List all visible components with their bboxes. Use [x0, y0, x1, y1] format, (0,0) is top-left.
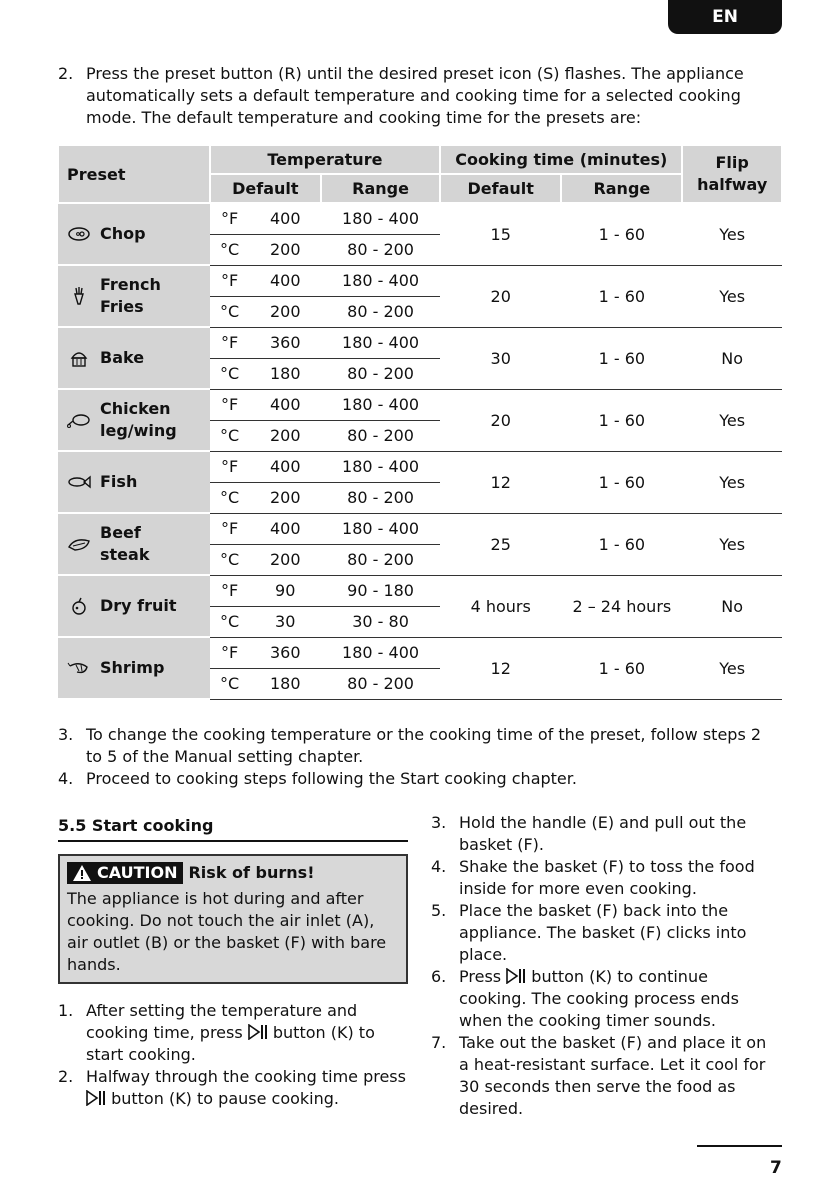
bake-icon — [58, 349, 100, 367]
unit-f: °F — [210, 637, 250, 668]
caution-title: Risk of burns! — [188, 863, 315, 882]
preset-name: Bake — [100, 348, 145, 367]
table-row — [58, 203, 782, 234]
temp-default-c: 200 — [249, 482, 321, 513]
warning-icon — [73, 865, 91, 881]
step-number: 3. — [58, 725, 74, 744]
step-text: Proceed to cooking steps following the Start cooking chapter. — [86, 769, 577, 788]
time-range: 1 - 60 — [561, 327, 682, 389]
preset-name-cell — [58, 637, 210, 699]
temp-range-c: 80 - 200 — [321, 544, 440, 575]
unit-f: °F — [210, 265, 250, 296]
step-number: 4. — [58, 769, 74, 788]
temp-default-c: 200 — [249, 420, 321, 451]
temp-range-f: 180 - 400 — [321, 265, 440, 296]
step-number: 4. — [431, 857, 447, 876]
temp-range-c: 80 - 200 — [321, 234, 440, 265]
unit-c: °C — [210, 668, 250, 699]
caution-text: The appliance is hot during and after cooking. Do not touch the air inlet (A), air outlet (B) or the basket (F) with bare hands. — [67, 889, 387, 974]
time-default: 20 — [440, 389, 561, 451]
unit-f: °F — [210, 203, 250, 234]
temp-range-c: 80 - 200 — [321, 668, 440, 699]
table-row — [58, 513, 782, 544]
beef-steak-icon — [58, 535, 100, 553]
time-default: 12 — [440, 637, 561, 699]
temp-default-f: 400 — [249, 389, 321, 420]
table-row — [58, 575, 782, 606]
list-item — [431, 812, 776, 856]
temp-default-c: 180 — [249, 358, 321, 389]
dry-fruit-icon — [58, 597, 100, 615]
temp-default-f: 90 — [249, 575, 321, 606]
header-flip: Flip halfway — [682, 145, 782, 203]
time-range: 1 - 60 — [561, 389, 682, 451]
step-text-before: After setting the temperature and cooking time, press — [86, 1001, 358, 1042]
section-heading: 5.5 Start cooking — [58, 815, 408, 842]
temp-default-f: 360 — [249, 637, 321, 668]
step-number: 2. — [58, 64, 74, 83]
flip-halfway: Yes — [682, 513, 782, 575]
list-item — [431, 856, 776, 900]
flip-halfway: No — [682, 327, 782, 389]
flip-halfway: No — [682, 575, 782, 637]
step-text: To change the cooking temperature or the cooking time of the preset, follow steps 2 to 5 of the Manual setting chapter. — [86, 725, 762, 766]
step-text-after: button (K) to continue cooking. The cooking process ends when the cooking timer sounds. — [459, 967, 739, 1030]
step-text-after: button (K) to pause cooking. — [106, 1089, 339, 1108]
preset-name-cell — [58, 203, 210, 265]
preset-name: Chicken leg/wing — [100, 399, 177, 440]
time-range: 1 - 60 — [561, 451, 682, 513]
unit-c: °C — [210, 482, 250, 513]
footer-divider — [697, 1145, 782, 1147]
play-pause-icon — [248, 1024, 268, 1040]
header-preset: Preset — [58, 145, 210, 203]
flip-halfway: Yes — [682, 389, 782, 451]
preset-name: Beef steak — [100, 523, 150, 564]
unit-c: °C — [210, 606, 250, 637]
french-fries-icon — [58, 287, 100, 305]
unit-f: °F — [210, 389, 250, 420]
temp-range-c: 80 - 200 — [321, 420, 440, 451]
table-row — [58, 451, 782, 482]
temp-range-f: 180 - 400 — [321, 203, 440, 234]
temp-default-c: 180 — [249, 668, 321, 699]
temp-default-f: 400 — [249, 513, 321, 544]
chicken-leg-icon — [58, 411, 100, 429]
step-text-after: button (K) to start cooking. — [86, 1023, 375, 1064]
step-text-before: Press — [459, 967, 507, 986]
temp-range-c: 80 - 200 — [321, 358, 440, 389]
flip-halfway: Yes — [682, 203, 782, 265]
caution-label: CAUTION — [97, 863, 178, 882]
unit-c: °C — [210, 296, 250, 327]
time-default: 25 — [440, 513, 561, 575]
preset-name: Shrimp — [100, 658, 165, 677]
time-default: 4 hours — [440, 575, 561, 637]
unit-c: °C — [210, 234, 250, 265]
preset-name: Dry fruit — [100, 596, 177, 615]
header-temperature: Temperature — [210, 145, 440, 174]
step-number: 3. — [431, 813, 447, 832]
time-range: 1 - 60 — [561, 637, 682, 699]
fish-icon — [58, 473, 100, 491]
left-step-list — [58, 1000, 408, 1110]
time-default: 30 — [440, 327, 561, 389]
temp-default-c: 200 — [249, 544, 321, 575]
unit-c: °C — [210, 544, 250, 575]
step-text: Place the basket (F) back into the appliance. The basket (F) clicks into place. — [459, 901, 747, 964]
time-default: 12 — [440, 451, 561, 513]
intro-step — [58, 63, 758, 129]
preset-name-cell — [58, 327, 210, 389]
unit-f: °F — [210, 575, 250, 606]
table-row — [58, 637, 782, 668]
step-text: Hold the handle (E) and pull out the basket (F). — [459, 813, 747, 854]
unit-f: °F — [210, 513, 250, 544]
step-text: Press the preset button (R) until the desired preset icon (S) flashes. The appliance automatically sets a default temperature and cooking time for a selected cooking mode. The default temperature and cooking time for the presets are: — [86, 64, 744, 127]
temp-range-f: 180 - 400 — [321, 451, 440, 482]
preset-name-cell — [58, 513, 210, 575]
header-time-range: Range — [561, 174, 682, 203]
temp-range-f: 180 - 400 — [321, 389, 440, 420]
unit-c: °C — [210, 358, 250, 389]
time-range: 1 - 60 — [561, 265, 682, 327]
list-item — [58, 768, 778, 790]
temp-range-f: 90 - 180 — [321, 575, 440, 606]
temp-default-f: 400 — [249, 265, 321, 296]
page-number: 7 — [770, 1158, 782, 1178]
preset-name: French Fries — [100, 275, 161, 316]
preset-name-cell — [58, 265, 210, 327]
header-temp-range: Range — [321, 174, 440, 203]
list-item — [58, 1000, 408, 1066]
flip-halfway: Yes — [682, 637, 782, 699]
step-text-before: Halfway through the cooking time press — [86, 1067, 406, 1086]
list-item — [431, 966, 776, 1032]
language-tab: EN — [668, 0, 782, 34]
caution-badge — [67, 862, 183, 884]
preset-name-cell — [58, 451, 210, 513]
caution-box — [58, 854, 408, 984]
preset-name: Chop — [100, 224, 146, 243]
time-default: 20 — [440, 265, 561, 327]
header-time-default: Default — [440, 174, 561, 203]
preset-name-cell — [58, 389, 210, 451]
header-cooking-time: Cooking time (minutes) — [440, 145, 682, 174]
after-table-steps — [58, 724, 778, 790]
right-step-list — [431, 812, 776, 1120]
step-number: 7. — [431, 1033, 447, 1052]
step-number: 6. — [431, 967, 447, 986]
chop-icon — [58, 225, 100, 243]
temp-default-c: 200 — [249, 234, 321, 265]
temp-default-f: 400 — [249, 451, 321, 482]
preset-name-cell — [58, 575, 210, 637]
step-text: Shake the basket (F) to toss the food inside for more even cooking. — [459, 857, 755, 898]
list-item — [58, 1066, 408, 1110]
temp-default-c: 30 — [249, 606, 321, 637]
temp-range-c: 80 - 200 — [321, 296, 440, 327]
temp-range-f: 180 - 400 — [321, 513, 440, 544]
preset-table — [57, 144, 783, 700]
unit-f: °F — [210, 327, 250, 358]
temp-range-f: 180 - 400 — [321, 327, 440, 358]
step-number: 2. — [58, 1067, 74, 1086]
play-pause-icon — [506, 968, 526, 984]
unit-c: °C — [210, 420, 250, 451]
list-item — [58, 724, 778, 768]
temp-default-f: 360 — [249, 327, 321, 358]
preset-name: Fish — [100, 472, 138, 491]
unit-f: °F — [210, 451, 250, 482]
list-item — [431, 1032, 776, 1120]
table-row — [58, 389, 782, 420]
time-range: 1 - 60 — [561, 203, 682, 265]
time-range: 1 - 60 — [561, 513, 682, 575]
list-item — [431, 900, 776, 966]
temp-range-c: 30 - 80 — [321, 606, 440, 637]
table-row — [58, 265, 782, 296]
temp-default-f: 400 — [249, 203, 321, 234]
temp-range-f: 180 - 400 — [321, 637, 440, 668]
flip-halfway: Yes — [682, 451, 782, 513]
time-default: 15 — [440, 203, 561, 265]
step-number: 1. — [58, 1001, 74, 1020]
temp-default-c: 200 — [249, 296, 321, 327]
time-range: 2 – 24 hours — [561, 575, 682, 637]
table-row — [58, 327, 782, 358]
shrimp-icon — [58, 659, 100, 677]
temp-range-c: 80 - 200 — [321, 482, 440, 513]
start-cooking-section — [58, 815, 408, 1110]
step-number: 5. — [431, 901, 447, 920]
step-text: Take out the basket (F) and place it on a heat-resistant surface. Let it cool for 30 seconds then serve the food as desired. — [459, 1033, 767, 1118]
flip-halfway: Yes — [682, 265, 782, 327]
header-temp-default: Default — [210, 174, 321, 203]
play-pause-icon — [86, 1090, 106, 1106]
